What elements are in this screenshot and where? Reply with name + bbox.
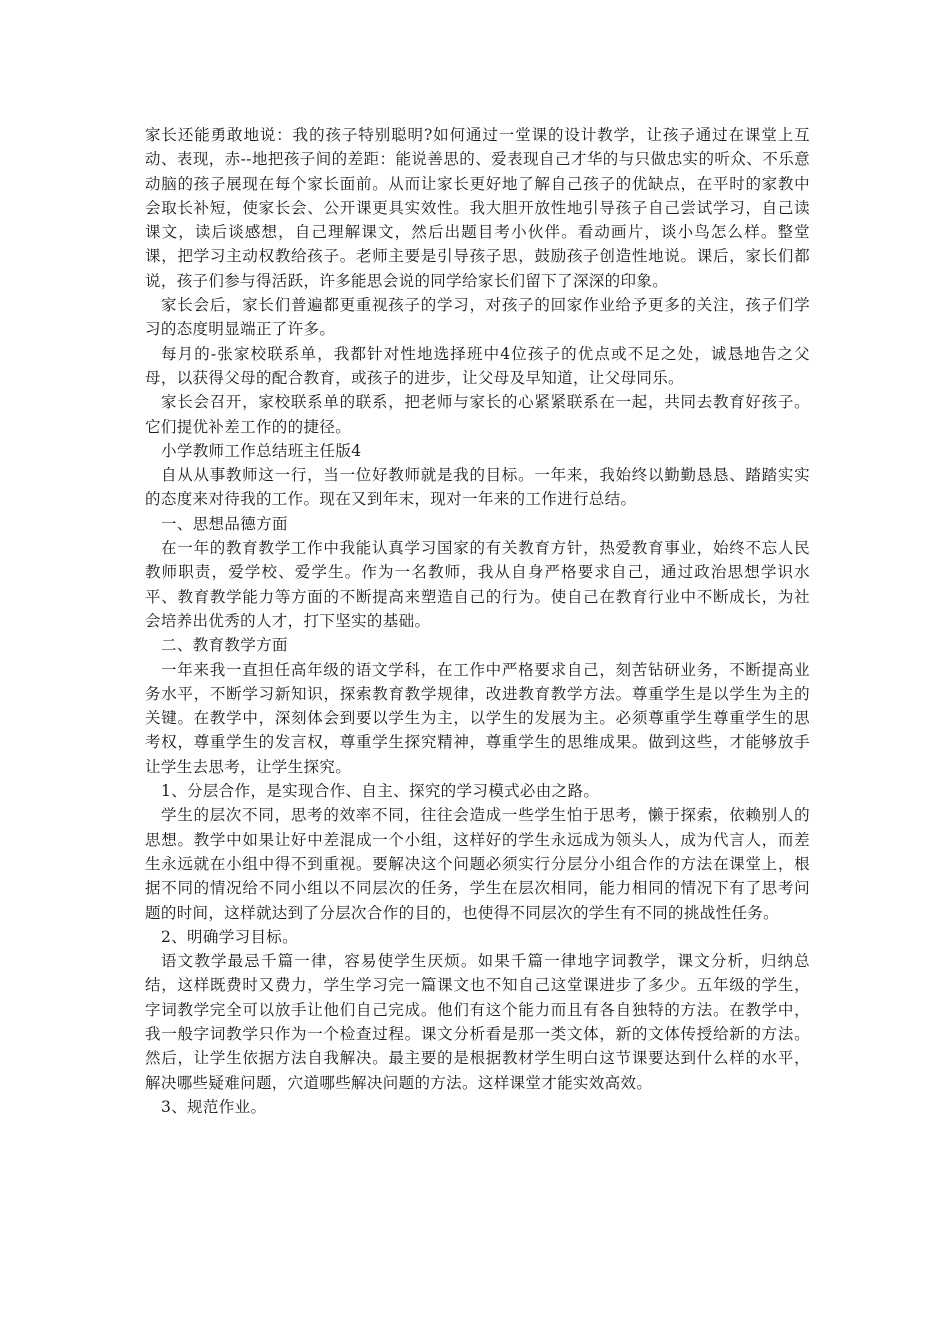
paragraph: 每月的-张家校联系单，我都针对性地选择班中4位孩子的优点或不足之处，诚恳地告之父母，以获得父母的配合教育，或孩子的进步，让父母及早知道，让父母同乐。 [145,344,810,387]
numbered-heading: 2、明确学习目标。 [161,927,299,946]
section-heading: 二、教育教学方面 [161,636,288,655]
numbered-heading: 3、规范作业。 [161,1097,267,1116]
paragraph: 在一年的教育教学工作中我能认真学习国家的有关教育方针，热爱教育事业，始终不忘人民教师职责，爱学校、爱学生。作为一名教师，我从自身严格要求自己，通过政治思想学识水平、教育教学能力等方面的不断提高来塑造自己的行为。使自己在教育行业中不断成长，为社会培养出优秀的人才，打下坚实的基础。 [145,539,810,630]
paragraph: 家长还能勇敢地说：我的孩子特别聪明?如何通过一堂课的设计教学，让孩子通过在课堂上互动、表现，赤--地把孩子间的差距：能说善思的、爱表现自己才华的与只做忠实的听众、不乐意动脑的孩子展现在每个家长面前。从而让家长更好地了解自己孩子的优缺点，在平时的家教中会取长补短，使家长会、公开课更具实效性。我大胆开放性地引导孩子自己尝试学习，自己读课文，读后谈感想，自己理解课文，然后出题目考小伙伴。看动画片，谈小鸟怎么样。整堂课，把学习主动权教给孩子。老师主要是引导孩子思，鼓励孩子创造性地说。课后，家长们都说，孩子们参与得活跃，许多能思会说的同学给家长们留下了深深的印象。 [145,126,810,290]
section-title: 小学教师工作总结班主任版4 [161,441,362,460]
paragraph: 自从从事教师这一行，当一位好教师就是我的目标。一年来，我始终以勤勤恳恳、踏踏实实的态度来对待我的工作。现在又到年末，现对一年来的工作进行总结。 [145,466,810,509]
document-body [145,123,810,1119]
paragraph: 语文教学最忌千篇一律，容易使学生厌烦。如果千篇一律地字词教学，课文分析，归纳总结，这样既费时又费力，学生学习完一篇课文也不知自己这堂课进步了多少。五年级的学生，字词教学完全可以放手让他们自己完成。他们有这个能力而且有各自独特的方法。在教学中，我一般字词教学只作为一个检查过程。课文分析看是那一类文体，新的文体传授给新的方法。然后，让学生依据方法自我解决。最主要的是根据教材学生明白这节课要达到什么样的水平，解决哪些疑难问题，穴道哪些解决问题的方法。这样课堂才能实效高效。 [145,952,810,1092]
paragraph: 家长会后，家长们普遍都更重视孩子的学习，对孩子的回家作业给予更多的关注，孩子们学习的态度明显端正了许多。 [145,296,810,339]
numbered-heading: 1、分层合作，是实现合作、自主、探究的学习模式必由之路。 [161,782,600,801]
paragraph: 学生的层次不同，思考的效率不同，往往会造成一些学生怕于思考，懒于探索，依赖别人的思想。教学中如果让好中差混成一个小组，这样好的学生永远成为领头人，成为代言人，而差生永远就在小组中得不到重视。要解决这个问题必须实行分层分小组合作的方法在课堂上，根据不同的情况给不同小组以不同层次的任务，学生在层次相同，能力相同的情况下有了思考问题的时间，这样就达到了分层次合作的目的，也使得不同层次的学生有不同的挑战性任务。 [145,806,810,922]
paragraph: 一年来我一直担任高年级的语文学科，在工作中严格要求自己，刻苦钻研业务，不断提高业务水平，不断学习新知识，探索教育教学规律，改进教育教学方法。尊重学生是以学生为主的关键。在教学中，深刻体会到要以学生为主，以学生的发展为主。必须尊重学生尊重学生的思考权，尊重学生的发言权，尊重学生探究精神，尊重学生的思维成果。做到这些，才能够放手让学生去思考，让学生探究。 [145,660,810,776]
paragraph: 家长会召开，家校联系单的联系，把老师与家长的心紧紧联系在一起，共同去教育好孩子。它们提优补差工作的的捷径。 [145,393,810,436]
section-heading: 一、思想品德方面 [161,514,288,533]
